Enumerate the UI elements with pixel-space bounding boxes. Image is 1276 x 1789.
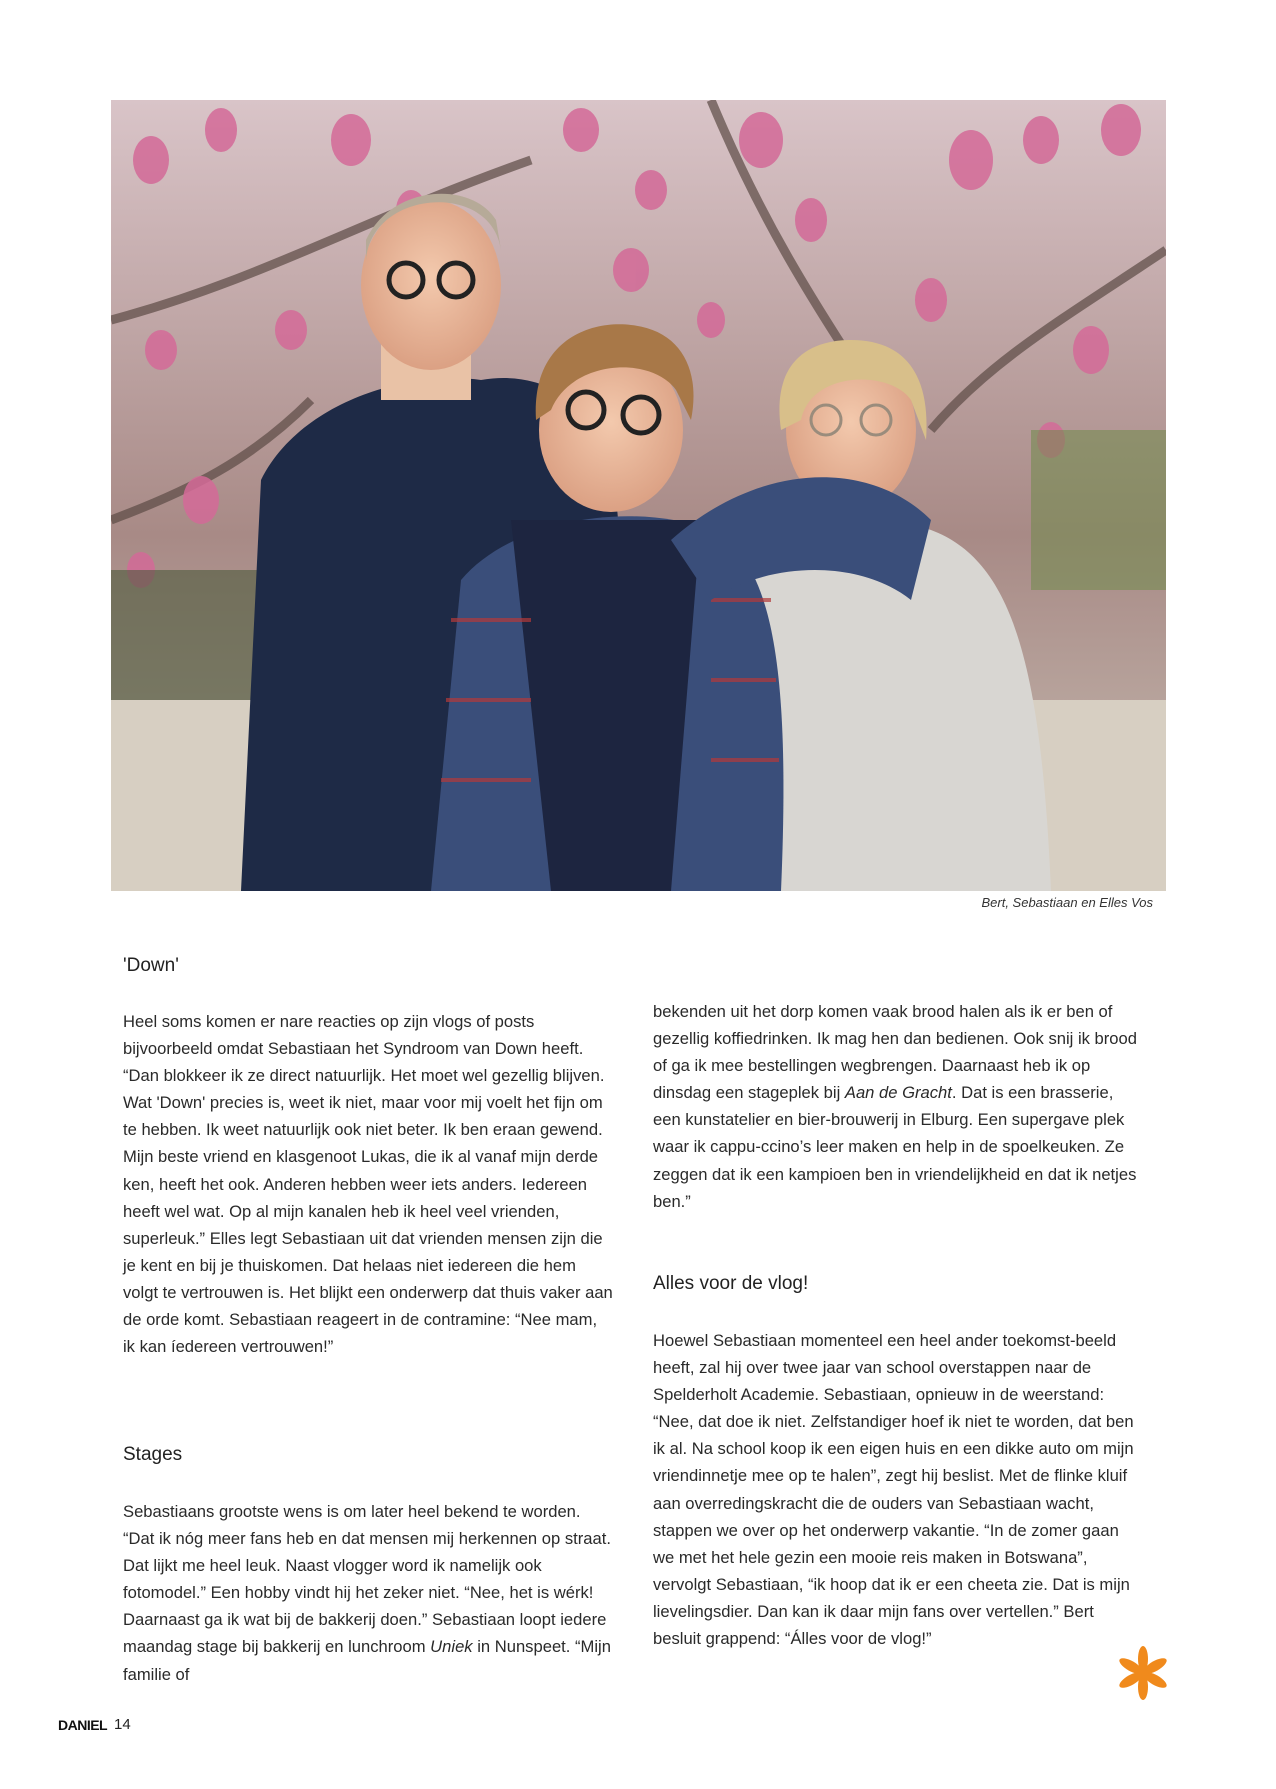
column-right-part2: [653, 1327, 1143, 1652]
photo-caption: Bert, Sebastiaan en Elles Vos: [981, 895, 1153, 910]
column-left-part2: [123, 1498, 613, 1688]
family-photo: [111, 100, 1166, 891]
page-number: 14: [114, 1716, 131, 1733]
paragraph: Sebastiaans grootste wens is om later heel bekend te worden. “Dat ik nóg meer fans heb en dat mensen mij herkennen op straat. Dat lijkt me heel leuk. Naast vlogger word ik namelijk ook fotomodel.” Een hobby vindt hij het zeker niet. “Nee, het is wérk! Daarnaast ga ik wat bij de bakkerij doen.” Sebastiaan loopt iedere maandag stage bij bakkerij en lunchroom Uniek in Nunspeet. “Mijn familie of: [123, 1502, 611, 1684]
paragraph: Heel soms komen er nare reacties op zijn vlogs of posts bijvoorbeeld omdat Sebastiaan het Syndroom van Down heeft. “Dan blokkeer ik ze direct natuurlijk. Het moet wel gezellig blijven. Wat 'Down' precies is, weet ik niet, maar voor mij voelt het fijn om te hebben. Ik weet natuurlijk ook niet beter. Ik ben eraan gewend. Mijn beste vriend en klasgenoot Lukas, die ik al vanaf mijn derde ken, heeft het ook. Anderen hebben weer iets anders. Iedereen heeft wel wat. Op al mijn kanalen heb ik heel veel vrienden, superleuk.” Elles legt Sebastiaan uit dat vrienden mensen zijn die je kent en bij je thuiskomen. Dat helaas niet iedereen die hem volgt te vertrouwen is. Het blijkt een onderwerp dat thuis vaker aan de orde komt. Sebastiaan reageert in de contramine: “Nee mam, ik kan íedereen vertrouwen!”: [123, 1012, 613, 1357]
section-heading-down: 'Down': [123, 955, 179, 976]
section-heading-vlog: Alles voor de vlog!: [653, 1273, 809, 1294]
paragraph: Hoewel Sebastiaan momenteel een heel ander toekomst-beeld heeft, zal hij over twee jaar van school overstappen naar de Spelderholt Academie. Sebastiaan, opnieuw in de weerstand: “Nee, dat doe ik niet. Zelfstandiger hoef ik niet te worden, dat ben ik al. Na school koop ik een eigen huis en een dikke auto om mijn vriendinnetje mee op te halen”, zegt hij beslist. Met de flinke kluif aan overredingskracht die de ouders van Sebastiaan wacht, stappen we over op het onderwerp vakantie. “In de zomer gaan we met het hele gezin een mooie reis maken in Botswana”, vervolgt Sebastiaan, “ik hoop dat ik er een cheeta zie. Dat is mijn lievelingsdier. Dan kan ik daar mijn fans over vertellen.” Bert besluit grappend: “Álles voor de vlog!”: [653, 1331, 1134, 1649]
section-heading-stages: Stages: [123, 1444, 183, 1465]
magazine-logo: DANIEL: [58, 1717, 108, 1733]
flower-end-mark-icon: [1112, 1645, 1174, 1701]
column-right-part1: [653, 998, 1143, 1215]
paragraph: bekenden uit het dorp komen vaak brood halen als ik er ben of gezellig koffiedrinken. Ik mag hen dan bedienen. Ook snij ik brood of ga ik mee bestellingen wegbrengen. Daarnaast heb ik op dinsdag een stageplek bij Aan de Gracht. Dat is een brasserie, een kunstatelier en bier-brouwerij in Elburg. Een supergave plek waar ik cappu-ccino’s leer maken en help in de spoelkeuken. Ze zeggen dat ik een kampioen ben in vriendelijkheid en dat ik netjes ben.”: [653, 1002, 1137, 1211]
column-left-part1: [123, 1008, 613, 1360]
